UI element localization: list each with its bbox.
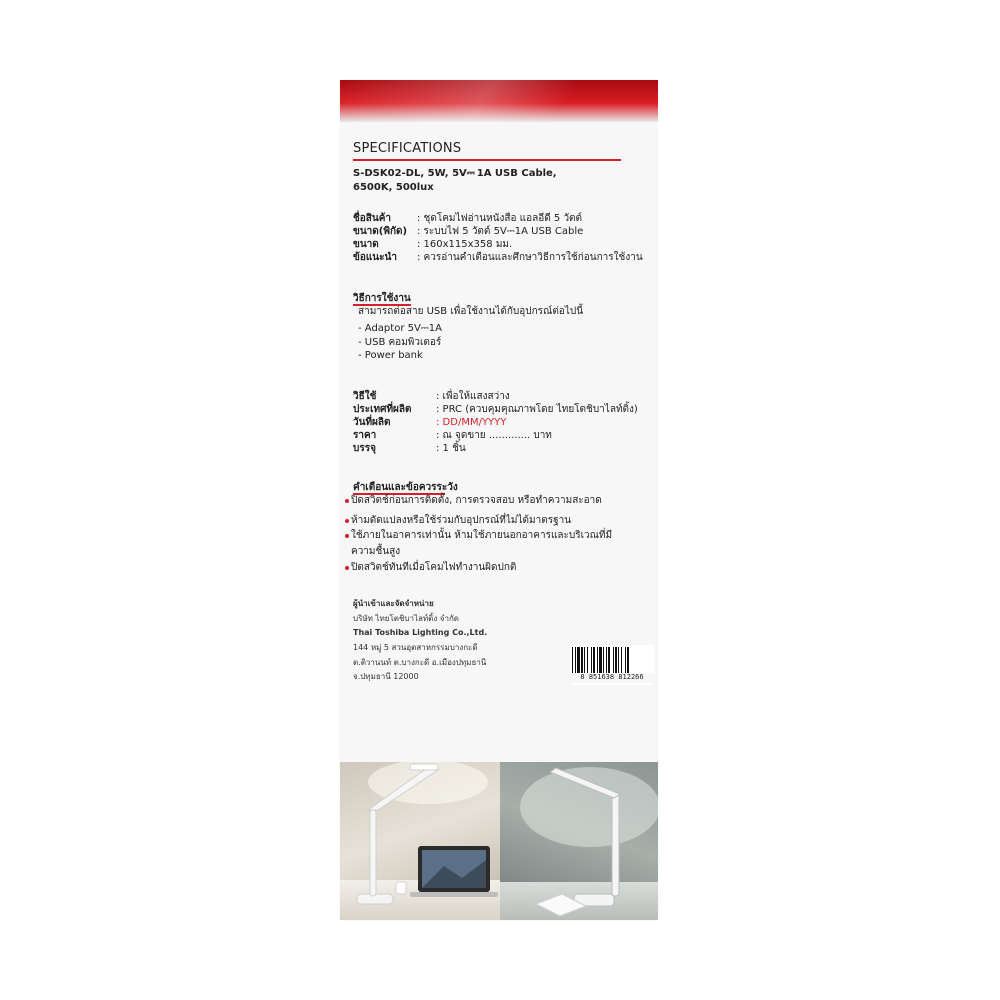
detail-value: : เพื่อให้แสงสว่าง <box>436 391 510 402</box>
barcode-bar <box>627 647 629 675</box>
detail-value: : ณ จุดขาย ............. บาท <box>436 430 552 441</box>
usage-item: - Power bank <box>358 350 423 361</box>
detail-value: : PRC (ควบคุมคุณภาพโดย ไทยโตชิบาไลท์ติ้ง) <box>436 404 638 415</box>
barcode-bar <box>575 647 576 675</box>
info-label: ชื่อสินค้า <box>353 213 392 224</box>
importer-line: 144 หมู่ 5 สวนอุตสาหกรรมบางกะดี <box>353 643 478 652</box>
info-label: ขนาด <box>353 239 379 250</box>
info-value: : 160x115x358 มม. <box>417 239 513 250</box>
bullet-dot <box>345 499 349 503</box>
importer-company-en: Thai Toshiba Lighting Co.,Ltd. <box>353 628 488 637</box>
product-box-panel <box>340 80 658 920</box>
product-photo <box>340 762 658 920</box>
model-line-1: S-DSK02-DL, 5W, 5V⎓ 1A USB Cable, <box>353 168 557 179</box>
bullet-dot <box>345 566 349 570</box>
barcode-bar <box>621 647 622 675</box>
importer-line: บริษัท ไทยโตชิบาไลท์ติ้ง จำกัด <box>353 614 460 623</box>
warning-item: ใช้ภายในอาคารเท่านั้น ห้ามใช้ภายนอกอาคารและบริเวณที่มี <box>351 530 613 541</box>
barcode-bar <box>572 647 573 675</box>
barcode-bar <box>581 647 583 675</box>
detail-value: : 1 ชิ้น <box>436 443 466 454</box>
info-label: ขนาด(พิกัด) <box>353 226 408 237</box>
barcode-bar <box>577 647 580 675</box>
usage-item: - USB คอมพิวเตอร์ <box>358 337 442 348</box>
barcode-bar <box>587 647 588 675</box>
bullet-dot <box>345 534 349 538</box>
warning-item-continued: ความชื้นสูง <box>351 546 401 557</box>
detail-label: บรรจุ <box>353 443 376 454</box>
header-red-band <box>340 80 658 122</box>
warnings-heading: คำเตือนและข้อควรระวัง <box>353 482 458 493</box>
usage-intro: สามารถต่อสาย USB เพื่อใช้งานได้กับอุปกรณ์ต่อไปนี้ <box>358 306 584 317</box>
barcode-bar <box>618 647 619 675</box>
barcode-bar <box>613 647 614 675</box>
importer-line: จ.ปทุมธานี 12000 <box>353 672 419 681</box>
barcode-bar <box>591 647 592 675</box>
title-underline <box>353 159 621 161</box>
spec-title: SPECIFICATIONS <box>353 141 462 156</box>
detail-label: ราคา <box>353 430 377 441</box>
detail-label: วิธีใช้ <box>353 391 377 402</box>
warning-item: ห้ามดัดแปลงหรือใช้ร่วมกับอุปกรณ์ที่ไม่ได้มาตรฐาน <box>351 515 572 526</box>
model-line-2: 6500K, 500lux <box>353 182 434 193</box>
barcode-bar <box>608 647 610 675</box>
warning-item: ปิดสวิตช์ก่อนการติดตั้ง, การตรวจสอบ หรือทำความสะอาด <box>351 495 602 506</box>
barcode-bar <box>606 647 607 675</box>
barcode-number: 8 851638 812266 <box>566 673 658 683</box>
barcode-bar <box>603 647 604 675</box>
detail-label: วันที่ผลิต <box>353 417 391 428</box>
warning-item: ปิดสวิตช์ทันทีเมื่อโคมไฟทำงานผิดปกติ <box>351 562 517 573</box>
usage-heading: วิธีการใช้งาน <box>353 293 411 304</box>
info-value: : ควรอ่านคำเตือนและศึกษาวิธีการใช้ก่อนการใช้งาน <box>417 252 643 263</box>
barcode-bar <box>625 647 626 675</box>
detail-label: ประเทศที่ผลิต <box>353 404 412 415</box>
importer-line: ต.ติวานนท์ ต.บางกะดี อ.เมืองปทุมธานี <box>353 658 487 667</box>
barcode-bar <box>615 647 617 675</box>
barcode-bar <box>597 647 598 675</box>
lamp-illustration <box>340 762 658 920</box>
info-label: ข้อแนะนำ <box>353 252 397 263</box>
detail-value-date: : DD/MM/YYYY <box>436 417 507 428</box>
importer-heading: ผู้นำเข้าและจัดจำหน่าย <box>353 599 434 608</box>
usage-item: - Adaptor 5V⎓1A <box>358 323 442 334</box>
barcode-bar <box>599 647 602 675</box>
info-value: : ชุดโคมไฟอ่านหนังสือ แอลอีดี 5 วัตต์ <box>417 213 583 224</box>
info-value: : ระบบไฟ 5 วัตต์ 5V⎓1A USB Cable <box>417 226 584 237</box>
bullet-dot <box>345 519 349 523</box>
barcode-bar <box>584 647 585 675</box>
barcode-bar <box>593 647 595 675</box>
